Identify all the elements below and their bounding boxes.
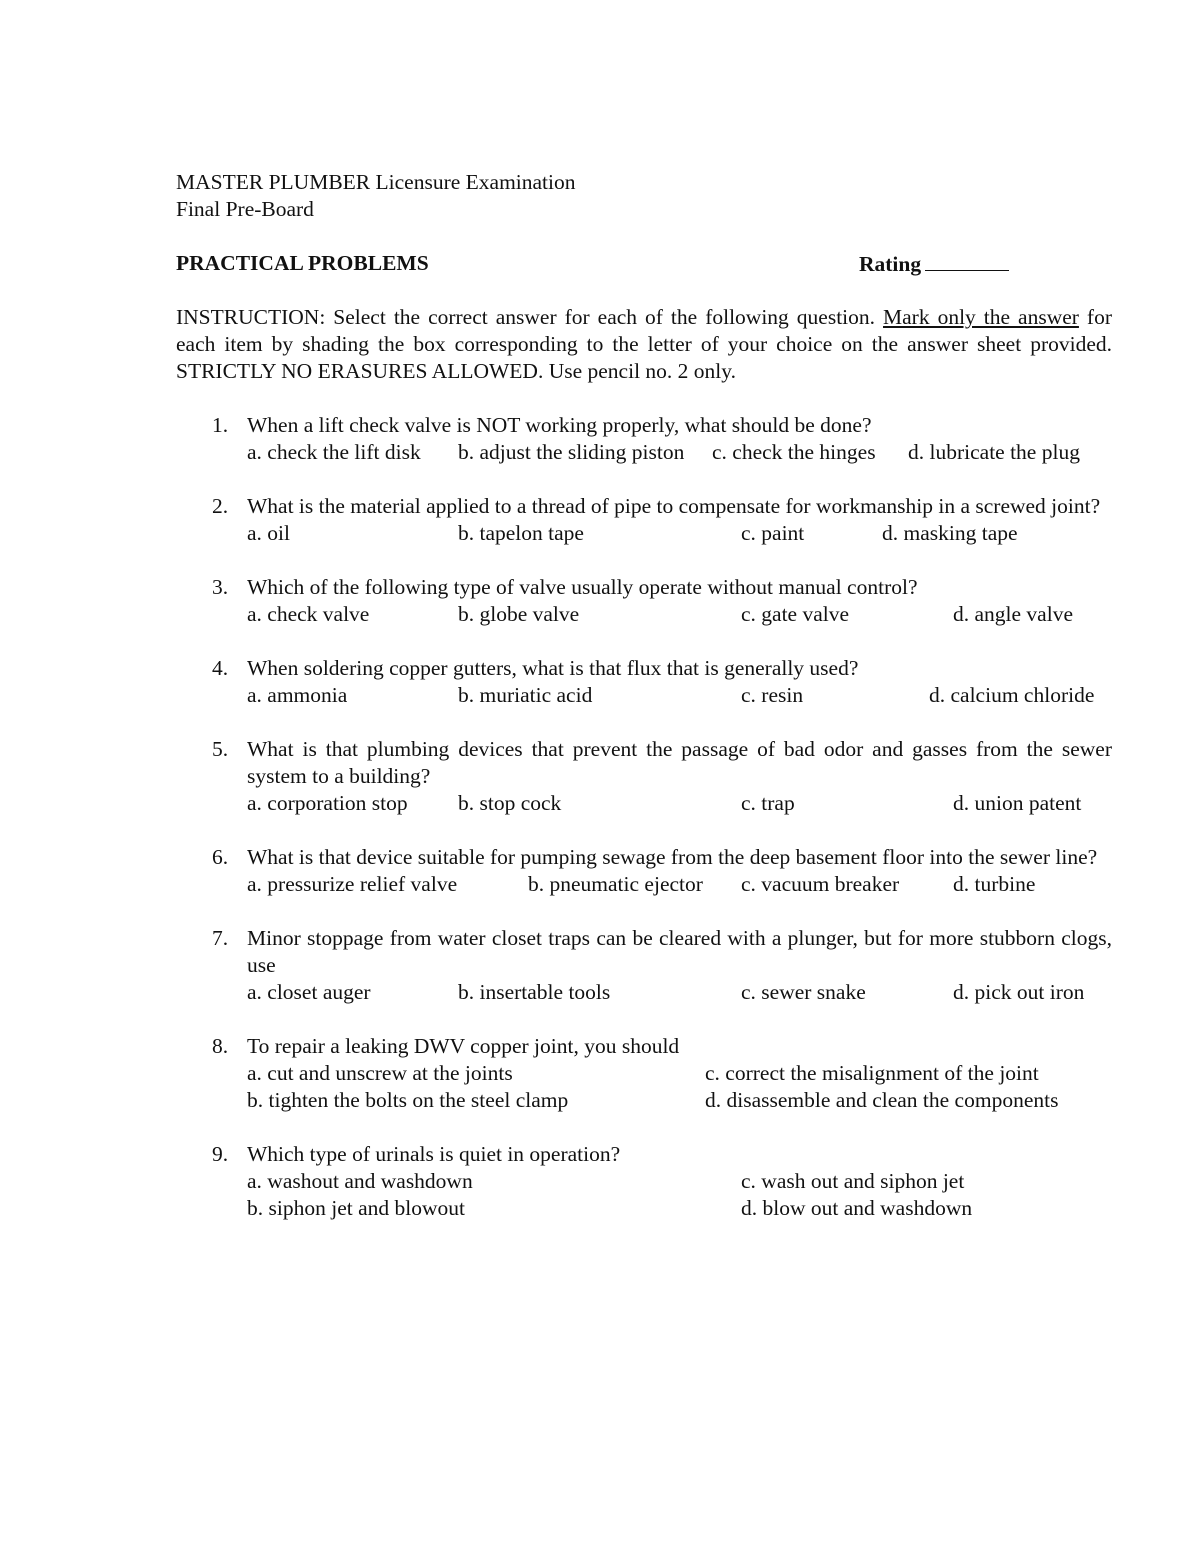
options-row: [247, 871, 1112, 898]
option-b[interactable]: b. tighten the bolts on the steel clamp: [247, 1088, 569, 1112]
exam-title: MASTER PLUMBER Licensure Examination: [176, 170, 576, 194]
question-text: What is that device suitable for pumping sewage from the deep basement floor into the sewer line?: [247, 845, 1098, 869]
rating-blank-line: [925, 250, 1009, 271]
question-number: 6.: [212, 845, 229, 869]
instruction-text-2: for each item by shading the box corresponding to the letter of your choice on the answer sheet provided. STRICTLY NO ERASURES ALLOWED. Use pencil no. 2 only.: [176, 305, 1112, 383]
option-d[interactable]: d. union patent: [953, 791, 1082, 815]
option-c[interactable]: c. sewer snake: [741, 980, 866, 1004]
instruction-underlined: Mark only the answer: [883, 305, 1079, 329]
question-number: 9.: [212, 1142, 229, 1166]
question-5: [176, 736, 1112, 817]
option-d[interactable]: d. calcium chloride: [929, 683, 1095, 707]
question-4: [176, 655, 1112, 709]
question-number: 1.: [212, 413, 229, 437]
question-text: Which of the following type of valve usually operate without manual control?: [247, 575, 918, 599]
option-d[interactable]: d. blow out and washdown: [741, 1196, 973, 1220]
option-d[interactable]: d. angle valve: [953, 602, 1073, 626]
question-text: When a lift check valve is NOT working properly, what should be done?: [247, 413, 872, 437]
option-d[interactable]: d. masking tape: [882, 521, 1018, 545]
question-number: 2.: [212, 494, 229, 518]
exam-subtitle: Final Pre-Board: [176, 197, 314, 221]
option-c[interactable]: c. correct the misalignment of the joint: [705, 1061, 1039, 1085]
option-b[interactable]: b. insertable tools: [458, 980, 611, 1004]
option-b[interactable]: b. stop cock: [458, 791, 562, 815]
question-text: Which type of urinals is quiet in operation?: [247, 1142, 621, 1166]
option-a[interactable]: a. washout and washdown: [247, 1169, 473, 1193]
question-number: 4.: [212, 656, 229, 680]
options-row: [247, 1195, 1112, 1222]
option-b[interactable]: b. globe valve: [458, 602, 580, 626]
instruction-text-1: INSTRUCTION: Select the correct answer for each of the following question.: [176, 305, 884, 329]
option-c[interactable]: c. check the hinges: [712, 440, 876, 464]
option-d[interactable]: d. lubricate the plug: [908, 440, 1080, 464]
options-row: [247, 979, 1112, 1006]
option-b[interactable]: b. siphon jet and blowout: [247, 1196, 465, 1220]
option-a[interactable]: a. closet auger: [247, 980, 371, 1004]
option-a[interactable]: a. oil: [247, 521, 290, 545]
option-d[interactable]: d. pick out iron: [953, 980, 1085, 1004]
question-number: 7.: [212, 926, 229, 950]
options-row: [247, 439, 1112, 466]
question-number: 5.: [212, 737, 229, 761]
section-title: PRACTICAL PROBLEMS: [176, 251, 429, 275]
option-c[interactable]: c. gate valve: [741, 602, 850, 626]
options-row: [247, 1168, 1112, 1195]
question-8: [176, 1033, 1112, 1114]
instruction-paragraph: [176, 304, 1112, 385]
options-row: [247, 520, 1112, 547]
question-number: 8.: [212, 1034, 229, 1058]
rating-field: [859, 250, 1009, 278]
option-a[interactable]: a. cut and unscrew at the joints: [247, 1061, 513, 1085]
question-text: What is the material applied to a thread of pipe to compensate for workmanship in a screwed joint?: [247, 494, 1101, 518]
option-a[interactable]: a. pressurize relief valve: [247, 872, 458, 896]
option-b[interactable]: b. muriatic acid: [458, 683, 593, 707]
option-b[interactable]: b. tapelon tape: [458, 521, 584, 545]
option-a[interactable]: a. check valve: [247, 602, 370, 626]
option-a[interactable]: a. ammonia: [247, 683, 348, 707]
section-title-row: [176, 250, 1112, 277]
options-row: [247, 682, 1112, 709]
option-a[interactable]: a. check the lift disk: [247, 440, 421, 464]
option-c[interactable]: c. resin: [741, 683, 804, 707]
rating-label: Rating: [859, 252, 922, 276]
question-text: Minor stoppage from water closet traps can be cleared with a plunger, but for more stubborn clogs, use: [247, 926, 1112, 977]
exam-page: [176, 169, 1112, 1222]
question-3: [176, 574, 1112, 628]
options-row: [247, 1087, 1112, 1114]
question-6: [176, 844, 1112, 898]
options-row: [247, 790, 1112, 817]
option-a[interactable]: a. corporation stop: [247, 791, 408, 815]
question-text: To repair a leaking DWV copper joint, you should: [247, 1034, 680, 1058]
option-c[interactable]: c. paint: [741, 521, 805, 545]
question-1: [176, 412, 1112, 466]
option-b[interactable]: b. pneumatic ejector: [528, 872, 703, 896]
question-number: 3.: [212, 575, 229, 599]
option-c[interactable]: c. wash out and siphon jet: [741, 1169, 965, 1193]
option-d[interactable]: d. turbine: [953, 872, 1036, 896]
question-text: When soldering copper gutters, what is that flux that is generally used?: [247, 656, 859, 680]
question-2: [176, 493, 1112, 547]
question-9: [176, 1141, 1112, 1222]
option-c[interactable]: c. trap: [741, 791, 795, 815]
option-b[interactable]: b. adjust the sliding piston: [458, 440, 685, 464]
option-c[interactable]: c. vacuum breaker: [741, 872, 900, 896]
question-7: [176, 925, 1112, 1006]
question-text: What is that plumbing devices that prevent the passage of bad odor and gasses from the sewer system to a building?: [247, 737, 1112, 788]
option-d[interactable]: d. disassemble and clean the components: [705, 1088, 1059, 1112]
options-row: [247, 1060, 1112, 1087]
options-row: [247, 601, 1112, 628]
